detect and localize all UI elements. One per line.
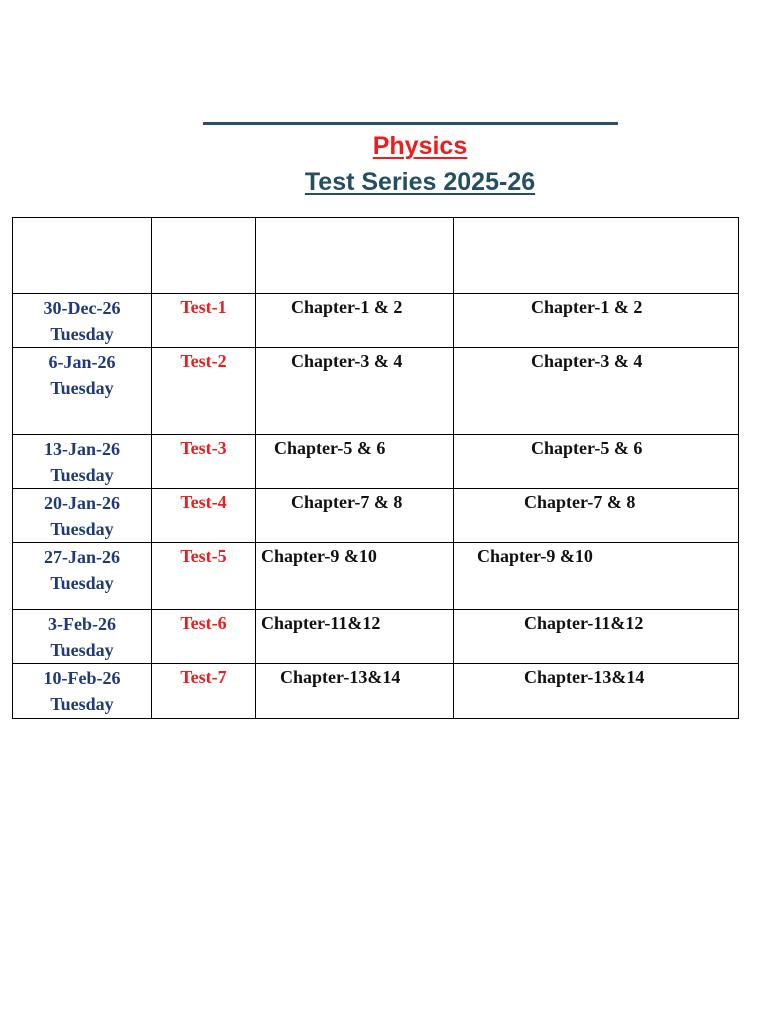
chapters-b-cell: Chapter-9 &10 — [454, 543, 739, 610]
test-cell: Test-5 — [152, 543, 256, 610]
subject-title: Physics — [372, 132, 468, 160]
chapters-a-cell: Chapter-11&12 — [256, 610, 454, 664]
day-text: Tuesday — [50, 465, 114, 485]
chapters-a-cell: Chapter-3 & 4 — [256, 348, 454, 435]
header-cell-chapters-a — [256, 218, 454, 294]
chapters-a-cell: Chapter-13&14 — [256, 664, 454, 719]
test-cell: Test-7 — [152, 664, 256, 719]
day-text: Tuesday — [50, 519, 114, 539]
date-text: 3-Feb-26 — [48, 614, 116, 634]
date-text: 13-Jan-26 — [44, 439, 120, 459]
chapters-b-cell: Chapter-1 & 2 — [454, 294, 739, 348]
chapters-a-cell: Chapter-9 &10 — [256, 543, 454, 610]
date-text: 6-Jan-26 — [48, 352, 116, 372]
date-cell — [13, 489, 152, 543]
table-row — [13, 664, 739, 719]
chapters-b-cell: Chapter-5 & 6 — [454, 435, 739, 489]
date-cell — [13, 294, 152, 348]
day-text: Tuesday — [50, 573, 114, 593]
header-cell-chapters-b — [454, 218, 739, 294]
test-schedule-table — [12, 217, 739, 719]
test-cell: Test-6 — [152, 610, 256, 664]
day-text: Tuesday — [50, 694, 114, 714]
table-row — [13, 435, 739, 489]
day-text: Tuesday — [50, 378, 114, 398]
table-row — [13, 543, 739, 610]
date-text: 27-Jan-26 — [44, 547, 120, 567]
date-cell — [13, 348, 152, 435]
chapters-a-cell: Chapter-5 & 6 — [256, 435, 454, 489]
test-cell: Test-1 — [152, 294, 256, 348]
date-text: 10-Feb-26 — [43, 668, 121, 688]
table-header-row — [13, 218, 739, 294]
chapters-a-cell: Chapter-7 & 8 — [256, 489, 454, 543]
chapters-b-cell: Chapter-11&12 — [454, 610, 739, 664]
series-title: Test Series 2025-26 — [304, 168, 536, 196]
table-row — [13, 489, 739, 543]
date-text: 20-Jan-26 — [44, 493, 120, 513]
header-cell-test — [152, 218, 256, 294]
date-cell — [13, 543, 152, 610]
chapters-a-cell: Chapter-1 & 2 — [256, 294, 454, 348]
day-text: Tuesday — [50, 640, 114, 660]
date-text: 30-Dec-26 — [43, 298, 121, 318]
test-cell: Test-4 — [152, 489, 256, 543]
date-cell — [13, 435, 152, 489]
test-cell: Test-2 — [152, 348, 256, 435]
header-cell-date — [13, 218, 152, 294]
table-row — [13, 294, 739, 348]
chapters-b-cell: Chapter-3 & 4 — [454, 348, 739, 435]
header-rule — [203, 122, 618, 125]
day-text: Tuesday — [50, 324, 114, 344]
table-row — [13, 348, 739, 435]
chapters-b-cell: Chapter-7 & 8 — [454, 489, 739, 543]
chapters-b-cell: Chapter-13&14 — [454, 664, 739, 719]
date-cell — [13, 610, 152, 664]
date-cell — [13, 664, 152, 719]
table-row — [13, 610, 739, 664]
test-cell: Test-3 — [152, 435, 256, 489]
